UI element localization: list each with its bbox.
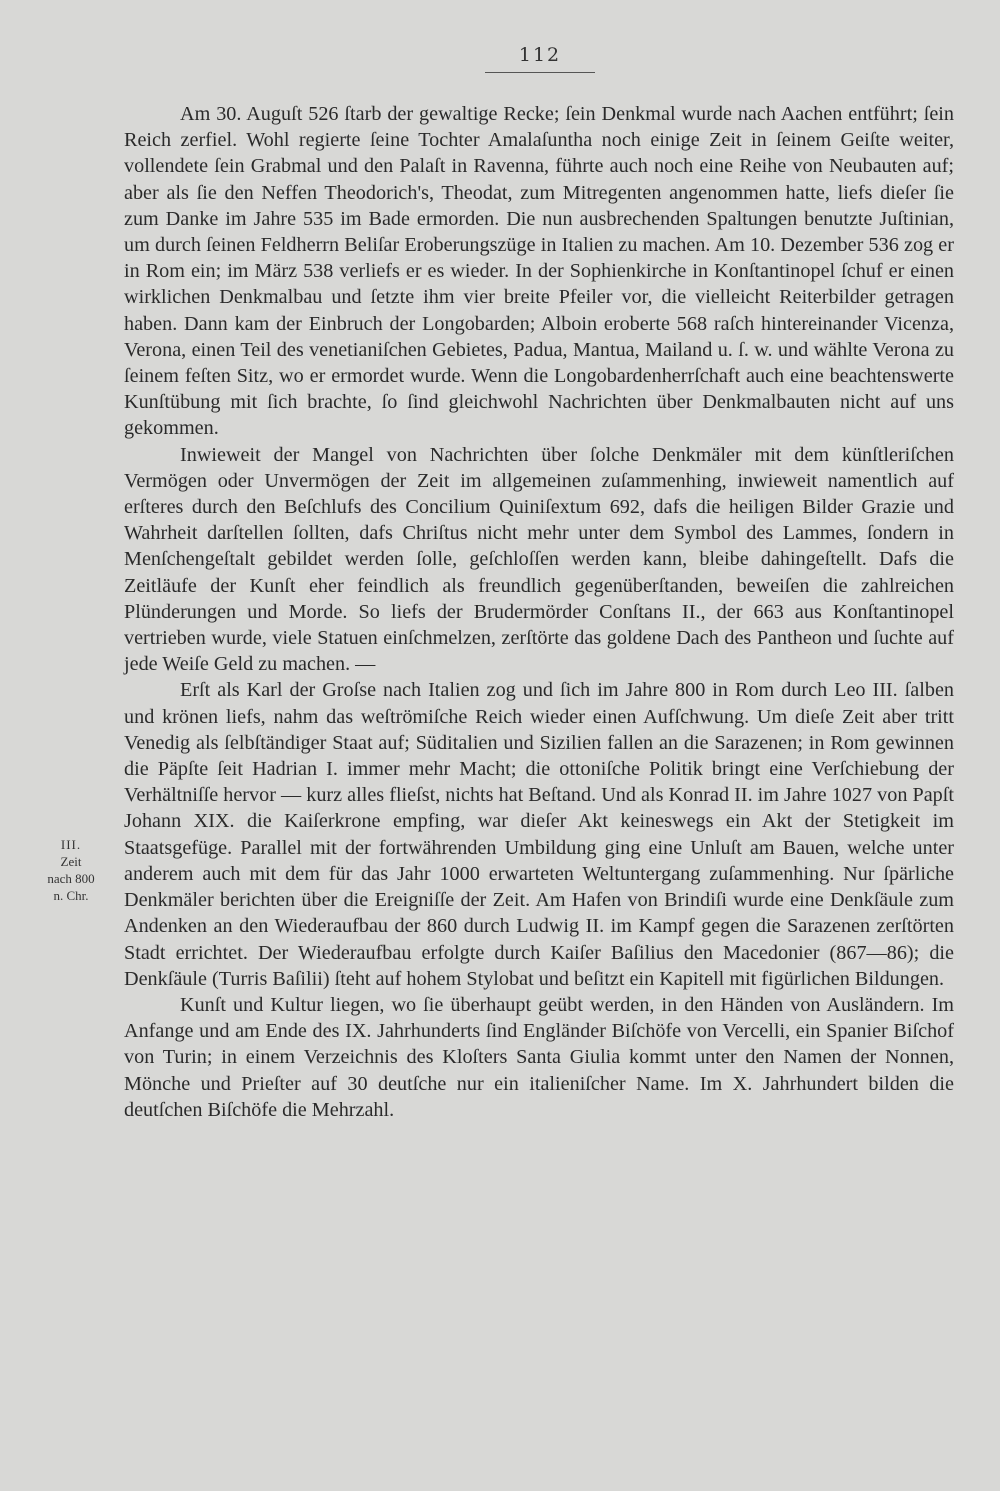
paragraph: Inwieweit der Mangel von Nachrichten über ſolche Denkmäler mit dem künſtleriſchen Vermögen oder Unvermögen der Zeit im allgemeinen zuſammenhing, inwieweit namentlich auf erſteres durch den Beſchlufs des Concilium Quiniſextum 692, dafs die heiligen Bilder Grazie und Wahrheit darſtellen ſollten, dafs Chriſtus nicht mehr unter dem Symbol des Lammes, ſondern in Menſchengeſtalt gebildet werden ſolle, geſchloſſen werden kann, bleibe dahingeſtellt. Dafs die Zeitläufe der Kunſt eher feindlich als freundlich gegenüberſtanden, beweiſen die zahlreichen Plünderungen und Morde. So liefs der Brudermörder Conſtans II., der 663 aus Konſtantinopel vertrieben wurde, viele Statuen einſchmelzen, zerſtörte das goldene Dach des Pantheon und ſuchte auf jede Weiſe Geld zu machen. — — [124, 443, 954, 676]
header-rule — [485, 72, 595, 73]
margin-note-line: Zeit — [60, 854, 82, 869]
margin-note-line: n. Chr. — [53, 888, 89, 903]
margin-note-line: nach 800 — [47, 871, 95, 886]
paragraph: Am 30. Auguſt 526 ſtarb der gewaltige Recke; ſein Denkmal wurde nach Aachen entführt; ſein Reich zerfiel. Wohl regierte ſeine Tochter Amalaſuntha noch einige Zeit in ſeinem Geiſte weiter, vollendete ſein Grabmal und den Palaſt in Ravenna, führte auch noch eine Reihe von Neubauten auf; aber als ſie den Neffen Theodorich's, Theodat, zum Mitregenten angenommen hatte, liefs dieſer ſie zum Danke im Jahre 535 im Bade ermorden. Die nun ausbrechenden Spaltungen benutzte Juſtinian, um durch ſeinen Feldherrn Beliſar Eroberungszüge in Italien zu machen. Am 10. Dezember 536 zog er in Rom ein; im März 538 verliefs er es wieder. In der Sophienkirche in Konſtantinopel ſchuf er einen wirklichen Denkmalbau und ſetzte ihm vier breite Pfeiler vor, die vielleicht Reiterbilder getragen haben. Dann kam der Einbruch der Longobarden; Alboin eroberte 568 raſch hintereinander Vicenza, Verona, einen Teil des venetianiſchen Gebietes, Padua, Mantua, Mailand u. ſ. w. und wählte Verona zu ſeinem feſten Sitz, wo er ermordet wurde. Wenn die Longobardenherrſchaft auch eine beachtenswerte Kunſtübung mit ſich brachte, ſo ſind gleichwohl Nachrichten über Denkmalbauten nicht auf uns gekommen. — [124, 103, 954, 440]
margin-note-roman: III. — [60, 837, 82, 852]
paragraph: Erſt als Karl der Groſse nach Italien zog und ſich im Jahre 800 in Rom durch Leo III. ſalben und krönen liefs, nahm das weſtrömiſche Reich wieder einen Aufſchwung. Um dieſe Zeit aber tritt Venedig als ſelbſtändiger Staat auf; Süditalien und Sizilien fallen an die Sarazenen; in Rom gewinnen die Päpſte ſeit Hadrian I. immer mehr Macht; die ottoniſche Politik bringt eine Verſchiebung der Verhältniſſe hervor — kurz alles flieſst, nichts hat Beſtand. Und als Konrad II. im Jahre 1027 von Papſt Johann XIX. die Kaiſerkrone empfing, war dieſer Akt keineswegs ein Akt der Stetigkeit im Staatsgefüge. Parallel mit der fortwährenden Umbildung ging eine Unluſt am Bauen, welche unter anderem auch mit dem für das Jahr 1000 erwarteten Weltuntergang zuſammenhing. Nur ſpärliche Denkmäler berichten über die Ereigniſſe der Zeit. Am Hafen von Brindiſi wurde eine Denkſäule zum Andenken an den Wiederaufbau der 860 durch Ludwig II. im Kampf gegen die Sarazenen zerſtörten Stadt errichtet. Der Wiederaufbau erfolgte durch Kaiſer Baſilius den Macedonier (867—86); die Denkſäule (Turris Baſilii) ſteht auf hohem Stylobat und beſitzt ein Kapitell mit figürlichen Bildungen. — [124, 679, 954, 990]
page-number: 112 — [518, 44, 562, 66]
margin-note — [30, 836, 112, 904]
paragraph: Kunſt und Kultur liegen, wo ſie überhaupt geübt werden, in den Händen von Ausländern. Im Anfange und am Ende des IX. Jahrhunderts ſind Engländer Biſchöfe von Vercelli, ein Spanier Biſchof von Turin; in einem Verzeichnis des Kloſters Santa Giulia kommt unter den Namen der Nonnen, Mönche und Prieſter auf 30 deutſche nur ein italieniſcher Name. Im X. Jahrhundert bilden die deutſchen Biſchöfe die Mehrzahl. — [124, 993, 954, 1121]
body-text — [124, 101, 954, 1123]
